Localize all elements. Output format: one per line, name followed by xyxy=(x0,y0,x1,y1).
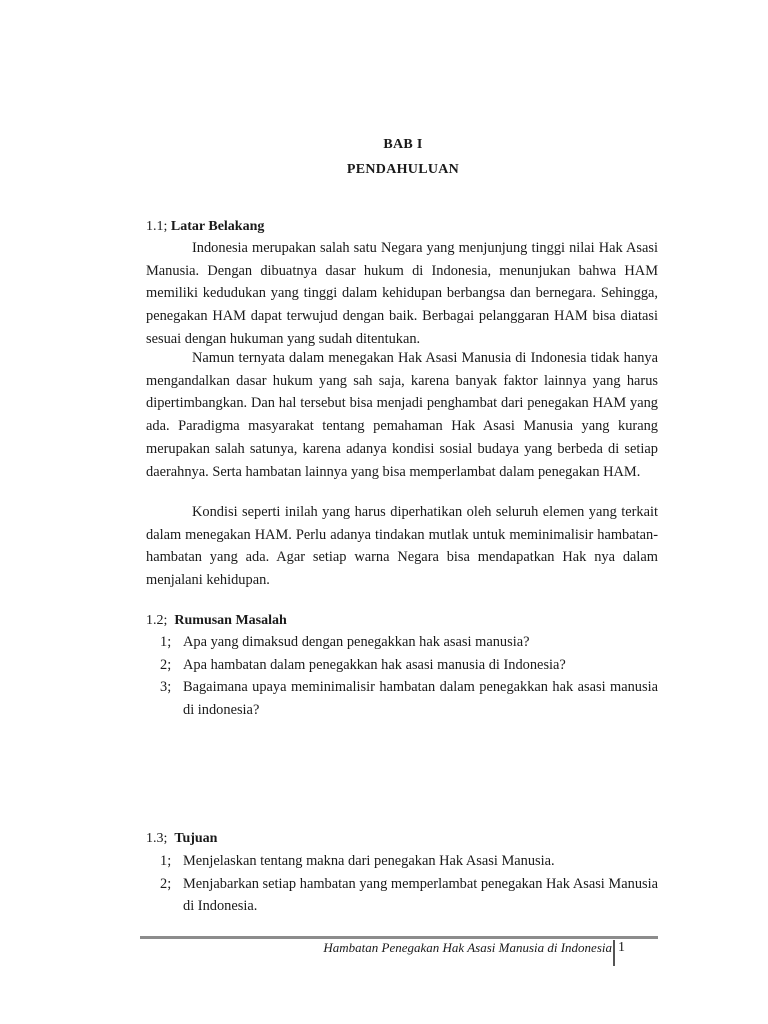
list-number: 3; xyxy=(160,679,172,695)
footer-divider xyxy=(140,936,658,939)
list-item xyxy=(146,676,658,721)
list-number: 1; xyxy=(160,634,172,650)
list-number: 2; xyxy=(160,656,172,673)
section-title: Tujuan xyxy=(174,831,218,846)
list-text: Bagaimana upaya meminimalisir hambatan dalam penegakkan hak asasi manusia di indonesia? xyxy=(183,679,658,718)
paragraph: Namun ternyata dalam menegakan Hak Asasi Manusia di Indonesia tidak hanya mengandalkan dasar hukum yang sah saja, karena banyak faktor lainnya yang harus dipertimbangkan. Dan hal tersebut bisa menjadi penghambat dari penegakan HAM yang ada. Paradigma masyarakat tentang pemahaman Hak Asasi Manusia yang kurang merupakan salah satunya, karena adanya kondisi sosial budaya yang berbeda di setiap daerahnya. Serta hambatan lainnya yang bisa memperlambat dalam penegakan HAM. xyxy=(146,350,658,480)
chapter-heading: BAB I xyxy=(383,137,423,152)
objective-list xyxy=(146,850,658,918)
chapter-title: PENDAHULUAN xyxy=(346,162,460,177)
section-title: Rumusan Masalah xyxy=(174,613,287,628)
section-number: 1.3; xyxy=(146,831,168,846)
list-item xyxy=(146,873,658,918)
list-item xyxy=(146,631,658,654)
paragraph: Indonesia merupakan salah satu Negara yang menjunjung tinggi nilai Hak Asasi Manusia. Dengan dibuatnya dasar hukum di Indonesia, menunjukan bahwa HAM memiliki kedudukan yang tinggi dalam kehidupan berbangsa dan bernegara. Sehingga, penegakan HAM dapat terwujud dengan baik. Berbagai pelanggaran HAM bisa diatasi sesuai dengan hukuman yang sudah ditentukan. xyxy=(146,240,658,347)
paragraph: Kondisi seperti inilah yang harus diperhatikan oleh seluruh elemen yang terkait dalam menegakan HAM. Perlu adanya tindakan mutlak untuk meminimalisir hambatan-hambatan yang ada. Agar setiap warna Negara bisa mendapatkan Hak nya dalam menjalani kehidupan. xyxy=(146,504,658,589)
list-number: 1; xyxy=(160,853,172,869)
section-number: 1.2; xyxy=(146,613,168,628)
section-number: 1.1; xyxy=(146,219,168,234)
list-item xyxy=(146,654,658,677)
section-heading-tujuan xyxy=(146,831,217,847)
section-heading-latar-belakang xyxy=(146,219,264,235)
footer-separator xyxy=(613,940,615,966)
list-text: Menjelaskan tentang makna dari penegakan Hak Asasi Manusia. xyxy=(183,853,555,869)
list-text: Menjabarkan setiap hambatan yang memperlambat penegakan Hak Asasi Manusia di Indonesia. xyxy=(183,875,658,914)
list-number: 2; xyxy=(160,875,172,892)
list-text: Apa yang dimaksud dengan penegakkan hak asasi manusia? xyxy=(183,634,530,650)
problem-list xyxy=(146,631,658,721)
section-title: Latar Belakang xyxy=(170,219,265,234)
footer-title: Hambatan Penegakan Hak Asasi Manusia di Indonesia xyxy=(323,940,612,955)
section-heading-rumusan-masalah xyxy=(146,613,287,629)
list-item xyxy=(146,850,658,873)
list-text: Apa hambatan dalam penegakkan hak asasi manusia di Indonesia? xyxy=(183,656,566,673)
page-number: 1 xyxy=(618,940,625,955)
